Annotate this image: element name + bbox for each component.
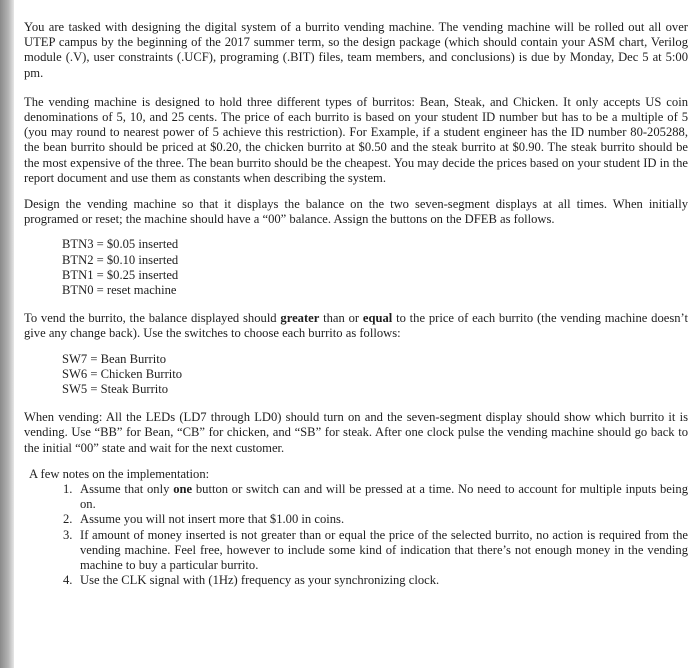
list-item [24,573,688,588]
note-text-post: button or switch can and will be pressed at a time. No need to account for multiple inputs being on. [80,482,688,512]
list-item: BTN1 = $0.25 inserted [62,267,179,282]
vend-text-post: to the price of each burrito (the vending machine doesn’t give any change back). Use the switches to choose each burrito as follows: [24,311,689,341]
list-item [24,512,688,527]
list-item: BTN3 = $0.05 inserted [62,237,179,252]
list-item: SW7 = Bean Burrito [62,351,166,366]
button-assignment-list [62,237,688,298]
intro-paragraph: You are tasked with designing the digital system of a burrito vending machine. The vending machine will be rolled out all over UTEP campus by the beginning of the 2017 summer term, so the design package (which should contain your ASM chart, Verilog module (.V), user constraints (.UCF), programing (.BIT) files, team members, and conclusions) is due by Monday, Dec 5 at 5:00 pm. [24,20,688,80]
document-body [24,20,688,589]
list-item: BTN0 = reset machine [62,283,177,298]
notes-heading: A few notes on the implementation: [29,466,210,481]
vend-paragraph [24,311,688,341]
note-text-pre: Assume that only [80,482,174,497]
vend-text-pre: To vend the burrito, the balance displayed should [24,311,281,326]
list-item: BTN2 = $0.10 inserted [62,252,179,267]
vend-text-mid: than or [319,311,363,326]
list-item [24,482,688,512]
list-number: 4. [63,573,73,588]
note-text: Use the CLK signal with (1Hz) frequency as your synchronizing clock. [80,573,440,588]
list-number: 1. [63,482,73,497]
list-item: SW6 = Chicken Burrito [62,366,183,381]
vend-bold-equal: equal [362,311,393,326]
note-text: If amount of money inserted is not greater than or equal the price of the selected burrito, no action is required from the vending machine. Feel free, however to include some kind of indication that there’s not enough money in the vending machine to buy a particular burrito. [80,527,688,573]
switch-assignment-list [62,352,688,398]
note-bold-one: one [173,482,193,497]
notes-list [24,482,688,588]
list-item [24,528,688,574]
page-left-margin-shadow [0,0,14,668]
list-number: 3. [63,527,73,542]
list-item: SW5 = Steak Burrito [62,382,169,397]
display-paragraph: Design the vending machine so that it displays the balance on the two seven-segment displays at all times. When initially programed or reset; the machine should have a “00” balance. Assign the buttons on the DFEB as follows. [24,197,688,227]
vend-bold-greater: greater [280,311,320,326]
vending-behavior-paragraph: When vending: All the LEDs (LD7 through LD0) should turn on and the seven-segment display should show which burrito it is vending. Use “BB” for Bean, “CB” for chicken, and “SB” for steak. After one clock pulse the vending machine should go back to the initial “00” state and wait for the next customer. [24,410,688,455]
note-text: Assume you will not insert more that $1.00 in coins. [80,512,345,527]
design-paragraph: The vending machine is designed to hold three different types of burritos: Bean, Steak, and Chicken. It only accepts US coin denominations of 5, 10, and 25 cents. The price of each burrito is based on your student ID number but has to be a multiple of 5 (you may round to nearest power of 5 achieve this restriction). For Example, if a student engineer has the ID number 80-205288, the bean burrito should be priced at $0.20, the chicken burrito at $0.50 and the steak burrito at $0.90. The steak burrito should be the most expensive of the three. The bean burrito should be the cheapest. You may decide the prices based on your student ID in the report document and use them as constants when describing the system. [24,94,688,185]
list-number: 2. [63,512,73,527]
